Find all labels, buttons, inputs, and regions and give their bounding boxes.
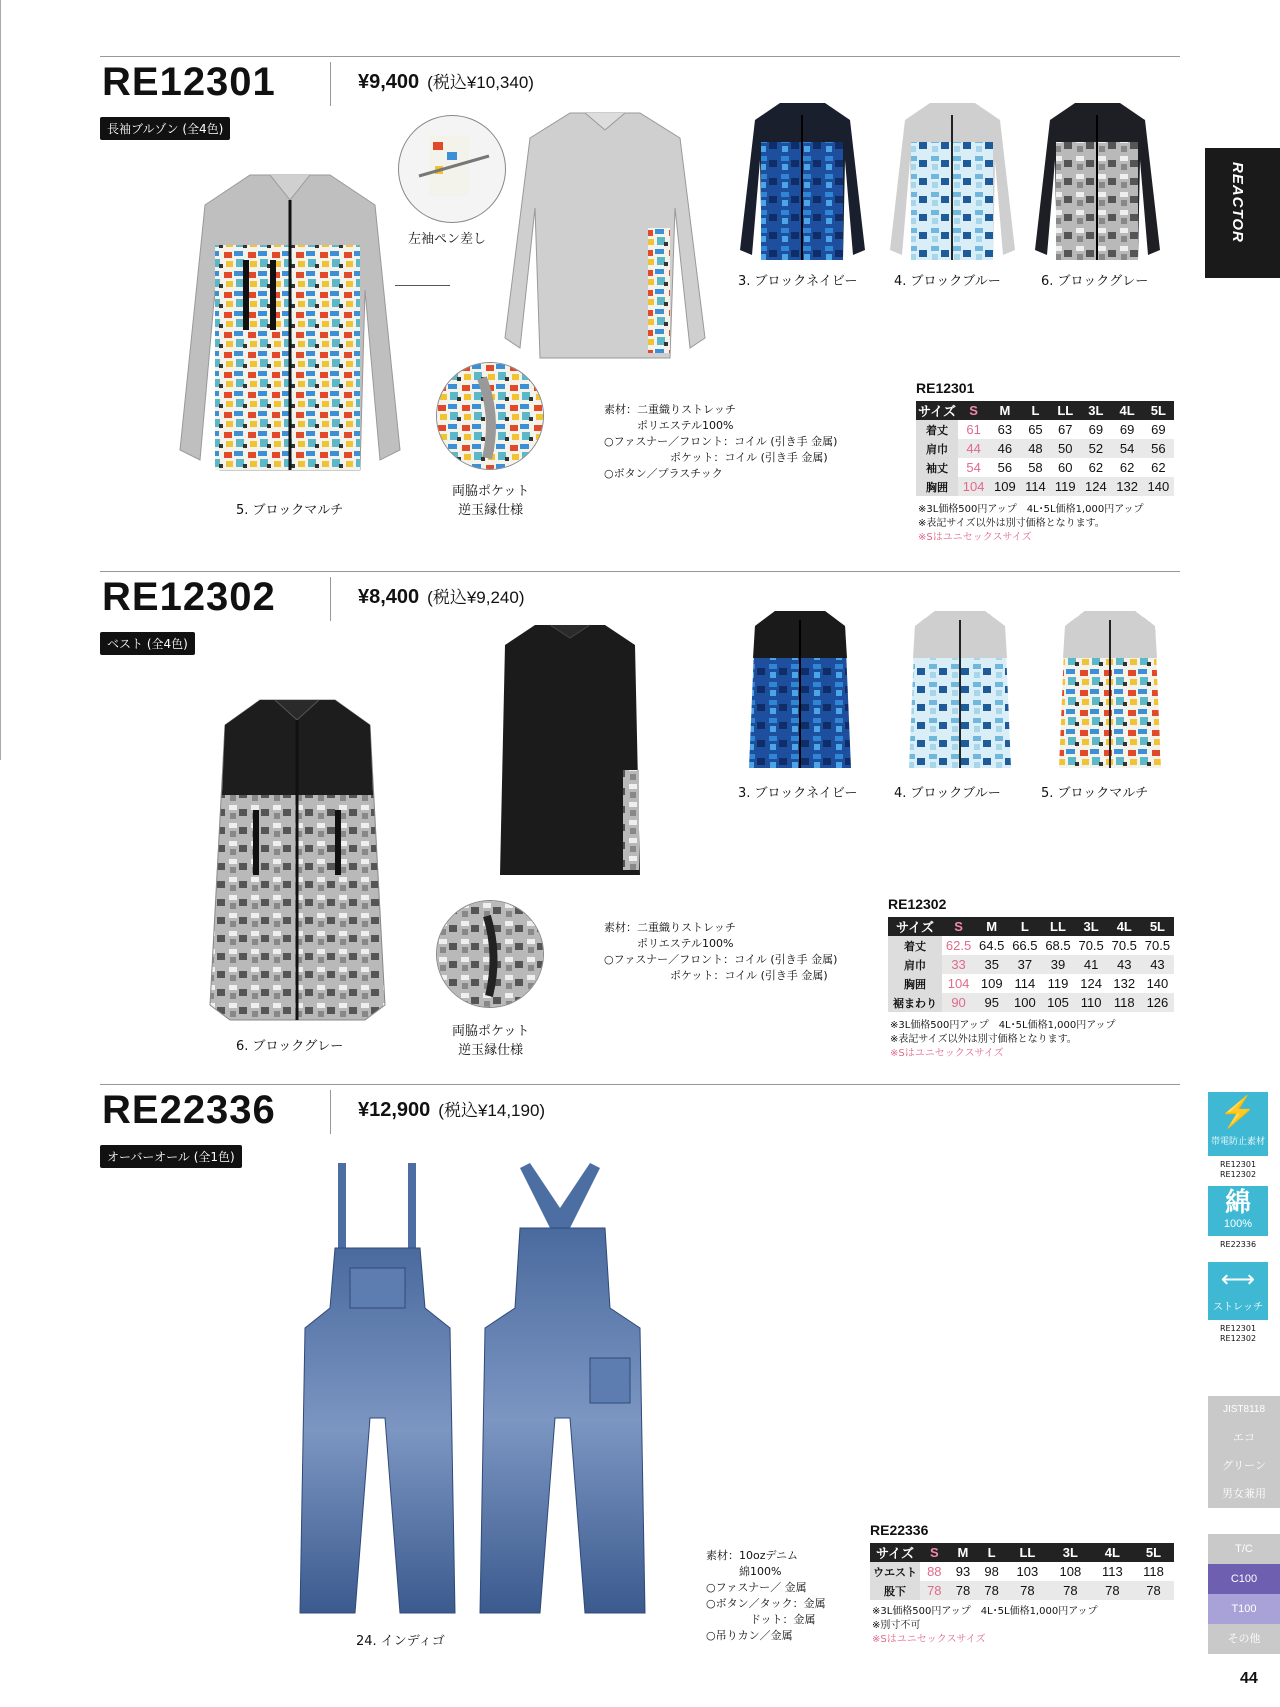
size-table-title: RE22336: [870, 1522, 929, 1538]
table-cell: 78: [949, 1581, 978, 1600]
table-cell: 64.5: [979, 938, 1005, 953]
fabric-item: C100: [1208, 1564, 1280, 1594]
header-cell: LL: [1050, 401, 1080, 420]
fabric-item: T100: [1208, 1594, 1280, 1624]
row-label: 着丈: [916, 420, 958, 439]
row-label: 着丈: [888, 936, 942, 955]
material-text: 素材：10ozデニム 綿100% ○ファスナー／ 金属 ○ボタン／タック：金属 ドット：金属 ○吊りカン／金属: [706, 1549, 826, 1642]
header-cell: M: [949, 1543, 978, 1562]
table-cell: 62: [1088, 460, 1104, 475]
table-cell: 41: [1075, 955, 1108, 974]
header-cell: サイズ: [888, 917, 942, 936]
cotton-label: 綿: [1224, 1187, 1251, 1217]
cotton-badge: [1208, 1186, 1268, 1236]
product-price: [358, 1096, 545, 1122]
fabric-panel: [1208, 1534, 1280, 1654]
note-line: ※別寸不可: [872, 1620, 921, 1631]
material-text: 素材：二重織りストレッチ ポリエステル100% ○ファスナー／フロント：コイル (引き手 金属) ポケット：コイル (引き手 金属): [604, 921, 838, 982]
table-row: [916, 458, 1174, 477]
color-caption: 4. ブロックブルー: [894, 786, 1001, 801]
table-cell: 140: [1143, 477, 1174, 496]
color-caption: 3. ブロックネイビー: [738, 274, 858, 289]
material-text: 素材：二重織りストレッチ ポリエステル100% ○ファスナー／フロント：コイル (引き手 金属) ポケット：コイル (引き手 金属) ○ボタン／プラスチック: [604, 403, 838, 480]
brand-tab-label: REACTOR: [1229, 162, 1246, 243]
table-cell: 66.5: [1012, 938, 1038, 953]
vest-back-image: [495, 620, 645, 890]
table-cell: 35: [975, 955, 1008, 974]
table-cell: 43: [1141, 955, 1174, 974]
table-cell: 65: [1028, 422, 1043, 437]
note-line: ※3L価格500円アップ 4L･5L価格1,000円アップ: [872, 1606, 1098, 1617]
note-unisex: ※Sはユニセックスサイズ: [890, 1048, 1004, 1059]
left-margin-line: [0, 0, 1, 760]
pocket-detail-image: [436, 362, 544, 470]
table-cell: 63: [997, 422, 1013, 437]
tax-price: (税込¥9,240): [427, 588, 525, 607]
main-color-caption: 5. ブロックマルチ: [236, 503, 344, 518]
table-cell: 132: [1113, 976, 1136, 991]
header-cell: サイズ: [916, 401, 958, 420]
stretch-codes: RE12301 RE12302: [1220, 1324, 1257, 1343]
note-line: ※3L価格500円アップ 4L･5L価格1,000円アップ: [890, 1020, 1116, 1031]
pocket-caption: 両脇ポケット 逆玉縁仕様: [452, 1024, 530, 1058]
color-caption: 6. ブロックグレー: [1041, 274, 1149, 289]
antistatic-badge: [1208, 1092, 1268, 1156]
jacket-blue-image: [885, 100, 1020, 265]
lightning-icon: ⚡: [1219, 1096, 1257, 1129]
table-cell: 118: [1108, 993, 1141, 1012]
table-cell: 50: [1050, 439, 1080, 458]
vest-multi-image: [1055, 608, 1165, 773]
table-row: [916, 420, 1174, 439]
color-caption: 3. ブロックネイビー: [738, 786, 858, 801]
table-cell: 95: [975, 993, 1008, 1012]
table-cell: 46: [989, 439, 1020, 458]
row-label: 袖丈: [916, 458, 958, 477]
table-cell: 70.5: [1078, 938, 1104, 953]
product-type-tag: オーバーオール (全1色): [100, 1145, 242, 1168]
pocket-detail-image: [436, 900, 544, 1008]
price-value: ¥12,900: [358, 1099, 431, 1121]
table-cell: 54: [966, 460, 981, 475]
table-cell: 126: [1141, 993, 1174, 1012]
table-cell: 110: [1075, 993, 1108, 1012]
size-notes: [890, 1019, 1116, 1061]
note-line: ※表記サイズ以外は別寸価格となります。: [890, 1034, 1077, 1045]
pocket-caption: 両脇ポケット 逆玉縁仕様: [452, 484, 530, 518]
table-cell: 56: [997, 460, 1013, 475]
fabric-item: T/C: [1208, 1534, 1280, 1564]
table-cell: 62.5: [945, 938, 972, 953]
table-cell: 93: [955, 1564, 971, 1579]
header-cell: 4L: [1111, 401, 1142, 420]
header-cell: 5L: [1143, 401, 1174, 420]
divider: [330, 62, 331, 106]
price-value: ¥9,400: [358, 71, 420, 93]
cotton-codes: RE22336: [1220, 1240, 1257, 1249]
main-color-caption: 24. インディゴ: [356, 1634, 445, 1649]
row-label: ウエスト: [870, 1562, 920, 1581]
row-label: 股下: [870, 1581, 920, 1600]
table-cell: 58: [1028, 460, 1043, 475]
table-cell: 37: [1008, 955, 1041, 974]
cotton-percent: 100%: [1223, 1218, 1253, 1230]
note-unisex: ※Sはユニセックスサイズ: [872, 1634, 986, 1645]
table-cell: 68.5: [1045, 938, 1071, 953]
table-cell: 124: [1080, 477, 1111, 496]
product-type-tag: ベスト (全4色): [100, 632, 195, 655]
pen-holder-detail-image: [398, 115, 506, 223]
divider: [330, 577, 331, 621]
header-cell: 3L: [1049, 1543, 1092, 1562]
row-label: 胸囲: [888, 974, 942, 993]
standard-item: JIST8118: [1222, 1404, 1266, 1415]
table-row: [916, 439, 1174, 458]
table-cell: 70.5: [1144, 938, 1171, 953]
table-cell: 39: [1041, 955, 1074, 974]
table-header-row: [916, 401, 1174, 420]
table-cell: 114: [1021, 477, 1051, 496]
arrows-icon: ⟷: [1220, 1266, 1256, 1293]
header-cell: L: [1008, 917, 1041, 936]
size-notes: [872, 1605, 1098, 1647]
table-row: [888, 955, 1174, 974]
table-cell: 105: [1041, 993, 1074, 1012]
divider: [330, 1090, 331, 1134]
table-cell: 78: [1049, 1581, 1092, 1600]
table-cell: 67: [1058, 422, 1073, 437]
product-price: [358, 68, 534, 94]
product-type-tag: 長袖ブルゾン (全4色): [100, 117, 230, 140]
row-label: 肩巾: [916, 439, 958, 458]
table-cell: 78: [1006, 1581, 1049, 1600]
note-line: ※表記サイズ以外は別寸価格となります。: [918, 518, 1105, 529]
table-cell: 60: [1058, 460, 1073, 475]
table-cell: 103: [1016, 1564, 1039, 1579]
table-cell: 119: [1050, 477, 1080, 496]
table-cell: 62: [1151, 460, 1166, 475]
section-rule: [100, 56, 1180, 57]
header-cell: サイズ: [870, 1543, 920, 1562]
row-label: 肩巾: [888, 955, 942, 974]
jacket-front-image: [175, 170, 405, 500]
brand-tab: [1205, 148, 1280, 278]
table-cell: 114: [1014, 976, 1036, 991]
table-cell: 48: [1021, 439, 1051, 458]
standard-item: エコ: [1233, 1432, 1255, 1444]
header-cell: M: [989, 401, 1020, 420]
table-cell: 109: [989, 477, 1020, 496]
header-cell: 5L: [1141, 917, 1174, 936]
stretch-badge: [1208, 1262, 1268, 1320]
product-code: RE12301: [102, 60, 276, 104]
overall-front-image: [290, 1158, 465, 1618]
table-cell: 78: [920, 1581, 949, 1600]
table-row: [888, 936, 1174, 955]
table-cell: 98: [984, 1564, 999, 1579]
jacket-gray-image: [1030, 100, 1165, 265]
size-notes: [918, 503, 1144, 545]
header-cell: L: [977, 1543, 1006, 1562]
stretch-label: ストレッチ: [1213, 1302, 1263, 1313]
tax-price: (税込¥14,190): [438, 1101, 546, 1120]
table-cell: 61: [966, 422, 981, 437]
page-number: 44: [1240, 1670, 1258, 1687]
table-cell: 54: [1111, 439, 1142, 458]
overall-back-image: [470, 1158, 655, 1618]
table-cell: 132: [1111, 477, 1142, 496]
table-cell: 108: [1059, 1564, 1082, 1579]
color-caption: 5. ブロックマルチ: [1041, 786, 1149, 801]
header-cell: 3L: [1080, 401, 1111, 420]
antistatic-codes: RE12301 RE12302: [1220, 1160, 1257, 1179]
table-cell: 69: [1088, 422, 1104, 437]
header-cell: 4L: [1108, 917, 1141, 936]
standard-item: グリーン: [1222, 1460, 1266, 1472]
table-cell: 109: [980, 976, 1003, 991]
header-cell: 3L: [1075, 917, 1108, 936]
table-header-row: [888, 917, 1174, 936]
size-table: [916, 401, 1174, 496]
header-cell: 4L: [1092, 1543, 1133, 1562]
header-cell: LL: [1041, 917, 1074, 936]
vest-navy-image: [745, 608, 855, 773]
size-table-title: RE12301: [916, 380, 975, 396]
section-rule: [100, 571, 1180, 572]
product-code: RE12302: [102, 575, 276, 619]
table-cell: 44: [958, 439, 989, 458]
table-cell: 90: [942, 993, 975, 1012]
tax-price: (税込¥10,340): [427, 73, 534, 92]
pen-holder-caption: 左袖ペン差し: [408, 232, 487, 247]
table-cell: 104: [947, 976, 970, 991]
header-cell: L: [1021, 401, 1051, 420]
jacket-navy-image: [735, 100, 870, 265]
table-cell: 69: [1151, 422, 1166, 437]
product-price: [358, 583, 525, 609]
antistatic-label: 帯電防止素材: [1210, 1136, 1265, 1146]
table-cell: 69: [1119, 422, 1135, 437]
header-cell: S: [920, 1543, 949, 1562]
product-code: RE22336: [102, 1088, 276, 1132]
table-cell: 52: [1080, 439, 1111, 458]
header-cell: M: [975, 917, 1008, 936]
table-cell: 113: [1102, 1564, 1123, 1579]
leader-line: [395, 285, 450, 286]
table-cell: 88: [927, 1564, 942, 1579]
size-table: [870, 1543, 1174, 1600]
main-color-caption: 6. ブロックグレー: [236, 1039, 344, 1054]
table-cell: 119: [1047, 976, 1069, 991]
size-table: [888, 917, 1174, 1012]
table-cell: 62: [1119, 460, 1135, 475]
header-cell: LL: [1006, 1543, 1049, 1562]
note-line: ※3L価格500円アップ 4L･5L価格1,000円アップ: [918, 504, 1144, 515]
vest-front-image: [205, 695, 390, 1025]
table-row: [870, 1581, 1174, 1600]
row-label: 裾まわり: [888, 993, 942, 1012]
header-cell: S: [942, 917, 975, 936]
table-cell: 78: [1092, 1581, 1133, 1600]
header-cell: S: [958, 401, 989, 420]
color-caption: 4. ブロックブルー: [894, 274, 1001, 289]
table-row: [888, 974, 1174, 993]
header-cell: 5L: [1133, 1543, 1174, 1562]
price-value: ¥8,400: [358, 586, 420, 608]
jacket-back-image: [500, 108, 710, 368]
standards-panel: [1208, 1396, 1280, 1508]
table-row: [888, 993, 1174, 1012]
note-unisex: ※Sはユニセックスサイズ: [918, 532, 1032, 543]
table-cell: 78: [1133, 1581, 1174, 1600]
section-rule: [100, 1084, 1180, 1085]
size-table-title: RE12302: [888, 896, 947, 912]
table-cell: 70.5: [1111, 938, 1137, 953]
table-cell: 140: [1146, 976, 1169, 991]
table-cell: 118: [1143, 1564, 1164, 1579]
table-cell: 43: [1108, 955, 1141, 974]
table-header-row: [870, 1543, 1174, 1562]
table-cell: 78: [977, 1581, 1006, 1600]
table-cell: 33: [942, 955, 975, 974]
table-cell: 100: [1008, 993, 1041, 1012]
table-row: [870, 1562, 1174, 1581]
table-cell: 104: [958, 477, 989, 496]
standard-item: 男女兼用: [1222, 1488, 1266, 1500]
vest-blue-image: [905, 608, 1015, 773]
fabric-item: その他: [1208, 1624, 1280, 1654]
table-row: [916, 477, 1174, 496]
row-label: 胸囲: [916, 477, 958, 496]
table-cell: 124: [1080, 976, 1102, 991]
table-cell: 56: [1143, 439, 1174, 458]
